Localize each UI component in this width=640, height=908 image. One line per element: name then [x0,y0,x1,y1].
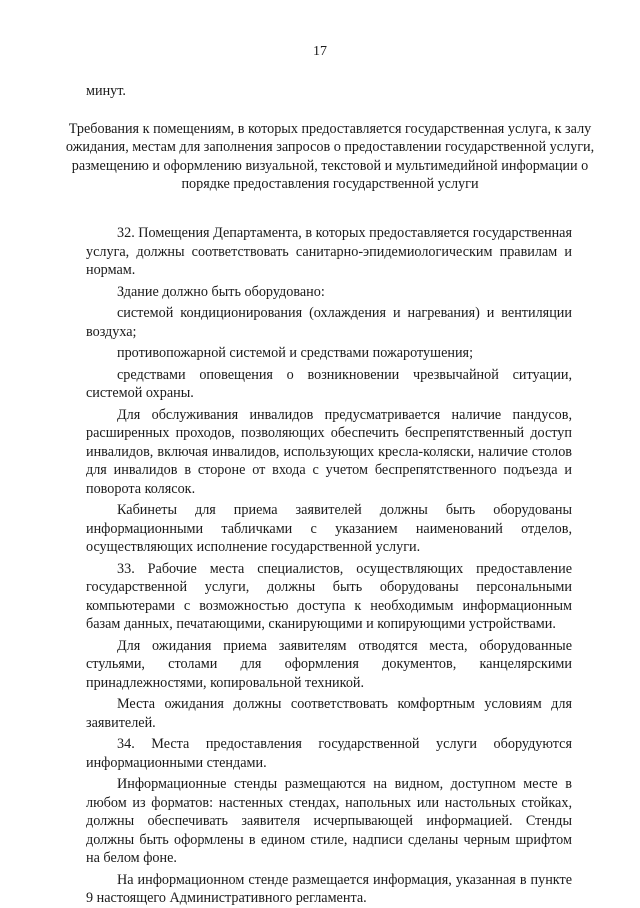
paragraph-33: 33. Рабочие места специалистов, осуществляющих предоставление государственной услуги, должны быть оборудованы персональными компьютерами с возможностью доступа к необходимым информационным базам данных, печатающими, сканирующими и копирующими устройствами. [86,560,572,632]
paragraph-34: 34. Места предоставления государственной услуги оборудуются информационными стендами. [86,736,572,771]
page-number: 17 [313,44,327,59]
paragraph-emergency-alert: средствами оповещения о возникновении чрезвычайной ситуации, системой охраны. [86,366,572,401]
paragraph-offices-signs: Кабинеты для приема заявителей должны быть оборудованы информационными табличками с указанием наименований отделов, осуществляющих исполнение государственной услуги. [86,502,572,555]
paragraph-32: 32. Помещения Департамента, в которых предоставляется государственная услуга, должны соответствовать санитарно-эпидемиологическим правилам и нормам. [86,225,572,278]
body-text [86,224,572,908]
paragraph-info-stands: Информационные стенды размещаются на видном, доступном месте в любом из форматов: настенных стендах, напольных или настольных стойках, должны обеспечивать заявителя исчерпывающей информацией. Стенды должны быть оформлены в едином стиле, надписи сделаны черным шрифтом на белом фоне. [86,776,572,866]
section-heading: Требования к помещениям, в которых предоставляется государственная услуга, к залу ожидания, местам для заполнения запросов о предоставлении государственной услуги, размещению и оформлению визуальной, текстовой и мультимедийной информации о порядке предоставления государственной услуги [65,121,595,193]
paragraph-building-equipment: Здание должно быть оборудовано: [117,283,325,300]
paragraph-fire-protection: противопожарной системой и средствами пожаротушения; [117,345,474,361]
paragraph-waiting-comfort: Места ожидания должны соответствовать комфортным условиям для заявителей. [86,696,572,731]
paragraph-disabled-access: Для обслуживания инвалидов предусматривается наличие пандусов, расширенных проходов, позволяющих обеспечить беспрепятственный доступ инвалидов, включая инвалидов, использующих кресла-коляски, наличие столов для инвалидов в стороне от входа с учетом беспрепятственного подъезда и поворота колясок. [86,406,572,497]
carry-over-text: минут. [86,83,126,99]
paragraph-air-conditioning: системой кондиционирования (охлаждения и нагревания) и вентиляции воздуха; [86,305,572,340]
paragraph-stand-information: На информационном стенде размещается информация, указанная в пункте 9 настоящего Административного регламента. [86,871,572,906]
paragraph-waiting-places: Для ожидания приема заявителям отводятся места, оборудованные стульями, столами для оформления документов, канцелярскими принадлежностями, копировальной техникой. [86,637,572,691]
